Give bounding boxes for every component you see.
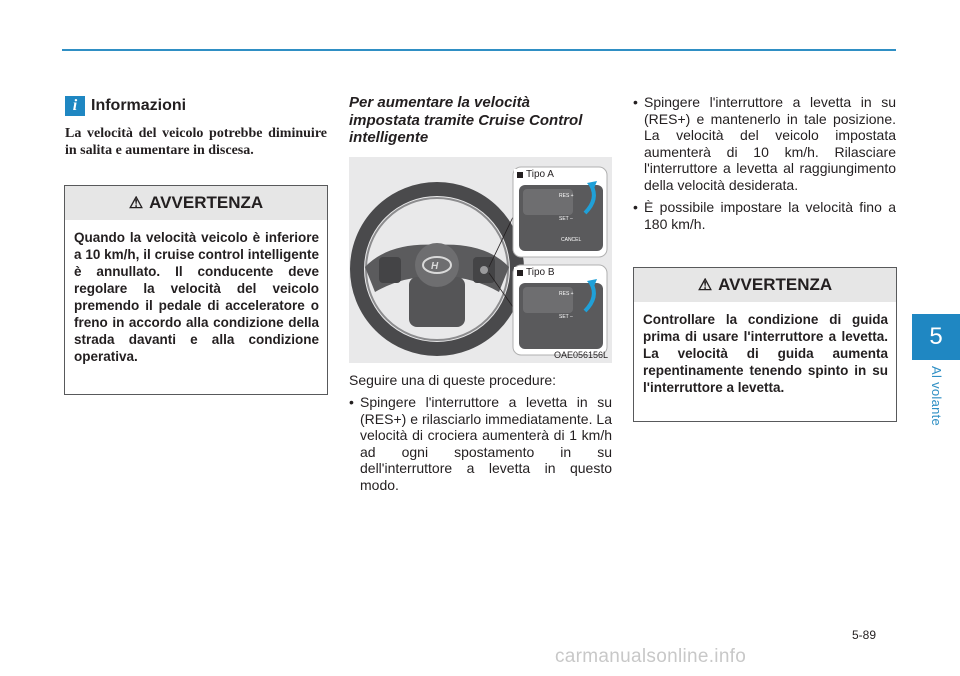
steering-wheel-illustration xyxy=(349,157,612,363)
list-item: • È possibile impostare la velocità fino a 180 km/h. xyxy=(633,199,896,232)
steering-wheel-figure xyxy=(349,157,612,363)
info-heading xyxy=(65,95,186,117)
info-title: Informazioni xyxy=(91,97,187,114)
warning-triangle-icon: ⚠ xyxy=(697,277,713,294)
warning-title: AVVERTENZA xyxy=(149,193,264,212)
header-rule xyxy=(62,49,896,51)
warning-header xyxy=(65,186,327,220)
type-a-label: Tipo A xyxy=(514,169,557,180)
warning-header xyxy=(634,268,896,302)
section-title: Per aumentare la velocità impostata tramite Cruise Control intelligente xyxy=(349,94,583,146)
chapter-number-tab[interactable]: 5 xyxy=(912,314,960,360)
list-item: • Spingere l'interruttore a levetta in su (RES+) e mantenerlo in tale posizione. La velocità del veicolo impostata aumenterà di 10 km/h. Rilasciare l'interruttore a levetta al raggiungimento della velocità desiderata. xyxy=(633,94,896,193)
res-label-a: RES + xyxy=(559,193,574,199)
res-label-b: RES + xyxy=(559,291,574,297)
chapter-label xyxy=(912,360,960,470)
figure-code: OAE056156L xyxy=(553,350,608,360)
warning-box-left xyxy=(64,185,328,395)
warning-triangle-icon: ⚠ xyxy=(128,195,144,212)
procedure-intro: Seguire una di queste procedure: xyxy=(349,372,557,388)
watermark: carmanualsonline.info xyxy=(555,646,747,667)
set-label-a: SET – xyxy=(559,216,573,222)
info-body: La velocità del veicolo potrebbe diminuire in salita e aumentare in discesa. xyxy=(65,126,327,158)
svg-text:H: H xyxy=(431,261,439,272)
warning-box-right xyxy=(633,267,897,422)
page-number: 5-89 xyxy=(852,628,877,642)
bullet-list-left xyxy=(349,394,612,499)
cancel-label: CANCEL xyxy=(561,237,582,243)
warning-body: Controllare la condizione di guida prima di usare l'interruttore a levetta. La velocità di guida aumenta repentinamente tenendo spinto in su l'interruttore a levetta. xyxy=(643,312,888,395)
info-icon: i xyxy=(65,96,85,116)
type-b-label: Tipo B xyxy=(514,267,558,278)
list-item: • Spingere l'interruttore a levetta in su (RES+) e rilasciarlo immediatamente. La velocità di crociera aumenterà di 1 km/h ad ogni spostamento in su dell'interruttore a levetta in questo modo. xyxy=(349,394,612,493)
bullet-list-right xyxy=(633,94,896,238)
warning-body: Quando la velocità veicolo è inferiore a 10 km/h, il cruise control intelligente è annullato. Il conducente deve regolare la velocità del veicolo premendo il pedale di acceleratore o freno in accordo alla condizione della strada davanti e alla condizione operativa. xyxy=(74,230,319,364)
warning-title: AVVERTENZA xyxy=(718,275,833,294)
chapter-label-text: Al volante xyxy=(929,366,944,427)
set-label-b: SET – xyxy=(559,314,573,320)
